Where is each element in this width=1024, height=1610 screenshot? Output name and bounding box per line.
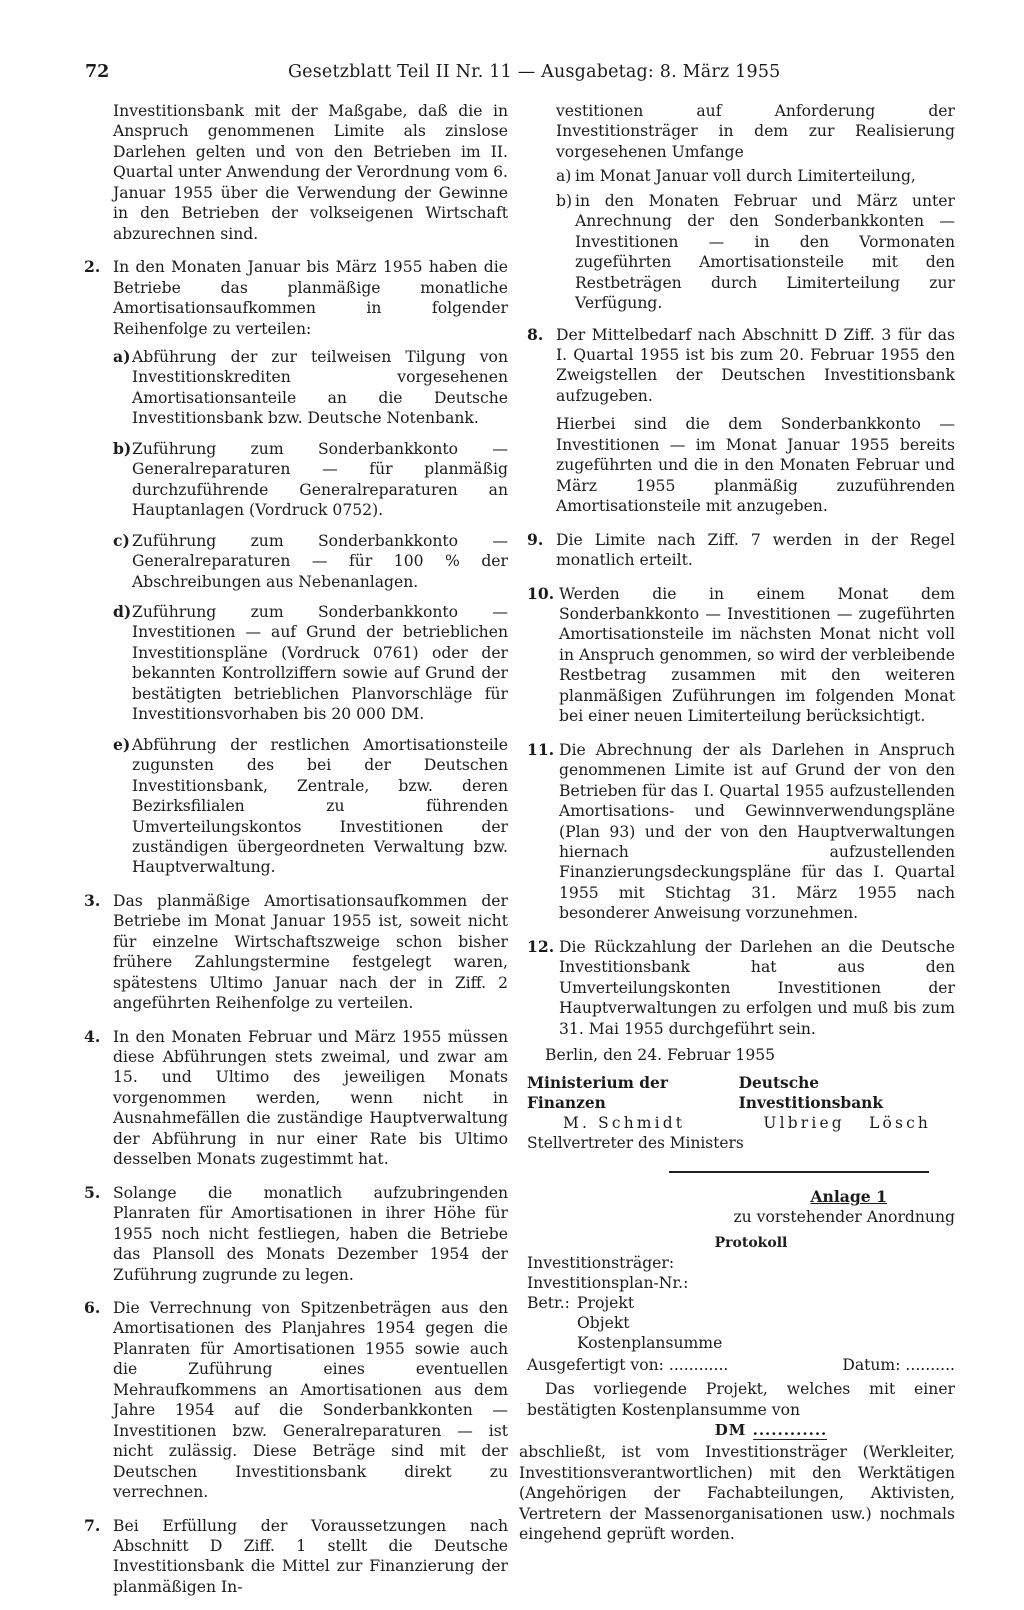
item-text: Die Limite nach Ziff. 7 werden in der Regel monatlich erteilt.: [556, 530, 955, 570]
carry-over-paragraph: Investitionsbank mit der Maßgabe, daß die in Anspruch genommenen Limite als zinslose Darlehen gelten und von den Betrieben im II. Quartal unter Anwendung der Verordnung vom 6. Januar 1955 über die Verwendung der Gewinne in den Betrieben der volkseigenen Wirtschaft abzurechnen sind.: [113, 102, 508, 243]
form-line-kostenplansumme: [527, 1333, 955, 1353]
item-text: Die Verrechnung von Spitzenbeträgen aus den Amortisationen des Planjahres 1954 gegen die Planraten für Amortisationen 1955 sowie auch die Zuführung eines eventuellen Mehraufkommens an Amortisationen aus dem Jahre 1954 auf die Sonderbankkonten — Investitionen bzw. Generalreparaturen — ist nicht zulässig. Diese Beträge sind mit der Deutschen Investitionsbank direkt zu verrechnen.: [113, 1299, 508, 1502]
item-3: [84, 891, 508, 1014]
annex-header: [527, 1187, 955, 1227]
carry-over-paragraph: vestitionen auf Anforderung der Investitionsträger in dem zur Realisierung vorgesehenen Umfange: [556, 102, 955, 161]
sub-text: Abführung der restlichen Amortisationsteile zugunsten des bei der Deutschen Investitionsbank, Zentrale, bzw. deren Bezirksfilialen zu führenden Umverteilungskontos Investitionen der zuständigen übergeordneten Verwaltung bzw. Hauptverwaltung.: [132, 735, 508, 877]
sub-text: Zuführung zum Sonderbankkonto — Generalreparaturen — für 100 % der Abschreibungen aus Nebenanlagen.: [132, 531, 508, 591]
sub-item-a: [527, 166, 955, 186]
signature-role-left: Stellvertreter des Ministers: [527, 1134, 744, 1153]
item-10: [527, 584, 955, 727]
item-text-continued: Hierbei sind die dem Sonderbankkonto — Investitionen — im Monat Januar 1955 bereits zugeführten und die in den Monaten Februar und März 1955 planmäßig zuzuführenden Amortisationsteile mit anzugeben.: [556, 415, 955, 516]
item-text: Der Mittelbedarf nach Abschnitt D Ziff. 3 für das I. Quartal 1955 ist bis zum 20. Februar 1955 den Zweigstellen der Deutschen Investitionsbank aufzugeben.: [556, 325, 955, 405]
sub-text: im Monat Januar voll durch Limiterteilung,: [575, 167, 916, 186]
issued-by-field: Ausgefertigt von: ............: [527, 1356, 729, 1375]
item-text: In den Monaten Januar bis März 1955 haben die Betriebe das planmäßige monatliche Amortisationsaufkommen in folgender Reihenfolge zu verteilen:: [113, 258, 508, 338]
objekt-label: Objekt: [577, 1314, 630, 1333]
sub-text: Zuführung zum Sonderbankkonto — Investitionen — auf Grund der betrieblichen Investitionspläne (Vordruck 0761) oder der bekannten Kontrollziffern sowie auf Grund der bestätigten betrieblichen Planvorschläge für Investitionsvorhaben bis 20 000 DM.: [132, 602, 508, 724]
item-number: 4.: [84, 1026, 101, 1046]
annex-subtitle: zu vorstehender Anordnung: [733, 1208, 955, 1227]
sub-letter: d): [113, 601, 132, 621]
right-column: [519, 101, 955, 1545]
sub-item-b: [113, 439, 508, 521]
sub-letter: c): [113, 530, 130, 550]
signature-name-left: M. Schmidt: [563, 1114, 686, 1133]
sub-letter: b): [113, 438, 132, 458]
sub-letter: b): [556, 191, 573, 210]
betreff-label: Betr.:: [527, 1294, 570, 1313]
signature-org-right: Deutsche Investitionsbank: [738, 1074, 884, 1113]
sub-letter: e): [113, 734, 131, 754]
signature-orgs: [527, 1073, 955, 1113]
item-text: Das planmäßige Amortisationsaufkommen der Betriebe im Monat Januar 1955 ist, soweit nicht für einzelne Wirtschaftszweige schon bisher frühere Zahlungstermine festgelegt waren, spätestens Ultimo Januar nach der in Ziff. 2 angeführten Reihenfolge zu verteilen.: [113, 891, 508, 1013]
sub-letter: a): [556, 167, 572, 186]
kostenplansumme-label: Kostenplansumme: [577, 1334, 723, 1353]
protocol-heading: Protokoll: [714, 1235, 788, 1252]
item-number: 5.: [84, 1182, 101, 1202]
item-number: 11.: [527, 739, 555, 759]
item-text: In den Monaten Februar und März 1955 müssen diese Abführungen stets zweimal, und zwar am 15. und Ultimo des jeweiligen Monats vorgenommen werden, wenn nicht in Ausnahmefällen die zuständige Hauptverwaltung der Abführung in nur einer Rate bis Ultimo desselben Monats zugestimmt hat.: [113, 1027, 508, 1169]
page-number: 72: [85, 62, 110, 82]
sub-item-d: [113, 602, 508, 725]
signature-names: [527, 1113, 955, 1133]
sub-item-b: [527, 191, 955, 314]
item-text: Bei Erfüllung der Voraussetzungen nach Abschnitt D Ziff. 1 stellt die Deutsche Investitionsbank die Mittel zur Finanzierung der planmäßigen In-: [113, 1516, 508, 1596]
item-number: 12.: [527, 936, 555, 956]
item-number: 2.: [84, 257, 101, 277]
sub-letter: a): [113, 346, 131, 366]
item-12: [527, 937, 955, 1039]
form-line-investitionsplan: Investitionsplan-Nr.:: [527, 1274, 689, 1293]
item-9: [527, 530, 955, 571]
item-5: [84, 1183, 508, 1285]
item-number: 7.: [84, 1515, 101, 1535]
signature-name-right: Ulbrieg Lösch: [763, 1114, 931, 1133]
sub-text: Zuführung zum Sonderbankkonto — Generalreparaturen — für planmäßig durchzuführende Generalreparaturen an Hauptanlagen (Vordruck 0752).: [132, 439, 508, 520]
item-number: 8.: [527, 324, 544, 344]
item-7: [84, 1516, 508, 1598]
item-number: 10.: [527, 583, 555, 603]
sub-item-a: [113, 347, 508, 429]
item-4: [84, 1027, 508, 1170]
left-column: [84, 101, 508, 1610]
sub-text: in den Monaten Februar und März unter Anrechnung der den Sonderbankkonten — Investitionen — in den Vormonaten zugeführten Amortisationsteile mit den Restbeträgen durch Limiterteilung zur Verfügung.: [575, 191, 955, 313]
item-number: 6.: [84, 1298, 101, 1318]
dm-label: DM: [714, 1421, 747, 1440]
item-text: Solange die monatlich aufzubringenden Planraten für Amortisationen in ihrer Höhe für 1955 noch nicht festliegen, haben die Betriebe das Plansoll des Monats Dezember 1954 der Zuführung zugrunde zu legen.: [113, 1183, 508, 1284]
item-6: [84, 1298, 508, 1503]
date-field: Datum: ..........: [842, 1356, 955, 1375]
betreff-value: Projekt: [577, 1294, 635, 1313]
item-8: [527, 325, 955, 517]
form-line-issued: [527, 1355, 955, 1375]
annex-title: Anlage 1: [810, 1187, 887, 1207]
sub-item-e: [113, 735, 508, 878]
form-line-objekt: [527, 1313, 955, 1333]
signature-org-left: Ministerium der Finanzen: [527, 1074, 668, 1113]
place-date: Berlin, den 24. Februar 1955: [545, 1046, 776, 1065]
item-text: Werden die in einem Monat dem Sonderbankkonto — Investitionen — zugeführten Amortisationsteile im nächsten Monat nicht voll in Anspruch genommen, so wird der verbleibende Restbetrag zusammen mit den weiteren planmäßigen Zuführungen im folgenden Monat bei einer neuen Limiterteilung berücksichtigt.: [559, 584, 955, 726]
signature-roles: [527, 1133, 955, 1153]
item-number: 3.: [84, 890, 101, 910]
form-line-betreff: [527, 1293, 955, 1313]
item-text: Die Abrechnung der als Darlehen in Anspruch genommenen Limite ist auf Grund der von den Betrieben für das I. Quartal 1955 aufzustellenden Amortisations- und Gewinnverwendungspläne (Plan 93) und der von den Hauptverwaltungen hiernach aufzustellenden Finanzierungsdeckungspläne für das I. Quartal 1955 mit Stichtag 31. März 1955 nach besonderer Anweisung vorzunehmen.: [559, 740, 955, 923]
annex-paragraph-1: Das vorliegende Projekt, welches mit einer bestätigten Kostenplansumme von: [527, 1380, 955, 1419]
item-2: [84, 257, 508, 878]
item-number: 9.: [527, 529, 544, 549]
annex-paragraph-2: abschließt, ist vom Investitionsträger (Werkleiter, Investitionsverantwortlichen) mit den Werktätigen (Angehörigen der Fachabteilungen, Aktivisten, Vertretern der Massenorganisationen usw.) nochmals eingehend geprüft worden.: [519, 1443, 955, 1544]
sub-item-c: [113, 531, 508, 592]
sub-text: Abführung der zur teilweisen Tilgung von Investitionskrediten vorgesehenen Amortisationsanteile an die Deutsche Investitionsbank bzw. Deutsche Notenbank.: [132, 347, 508, 428]
section-divider: [669, 1171, 929, 1173]
dm-amount-field: [587, 1420, 955, 1440]
item-11: [527, 740, 955, 924]
dm-dots: ............: [752, 1421, 828, 1440]
item-text: Die Rückzahlung der Darlehen an die Deutsche Investitionsbank hat aus den Umverteilungskonten Investitionen der Hauptverwaltungen zu erfolgen und muß bis zum 31. Mai 1955 durchgeführt sein.: [559, 937, 955, 1038]
form-line-investitionstraeger: Investitionsträger:: [527, 1254, 675, 1273]
running-title: Gesetzblatt Teil II Nr. 11 — Ausgabetag: 8. März 1955: [288, 62, 781, 82]
